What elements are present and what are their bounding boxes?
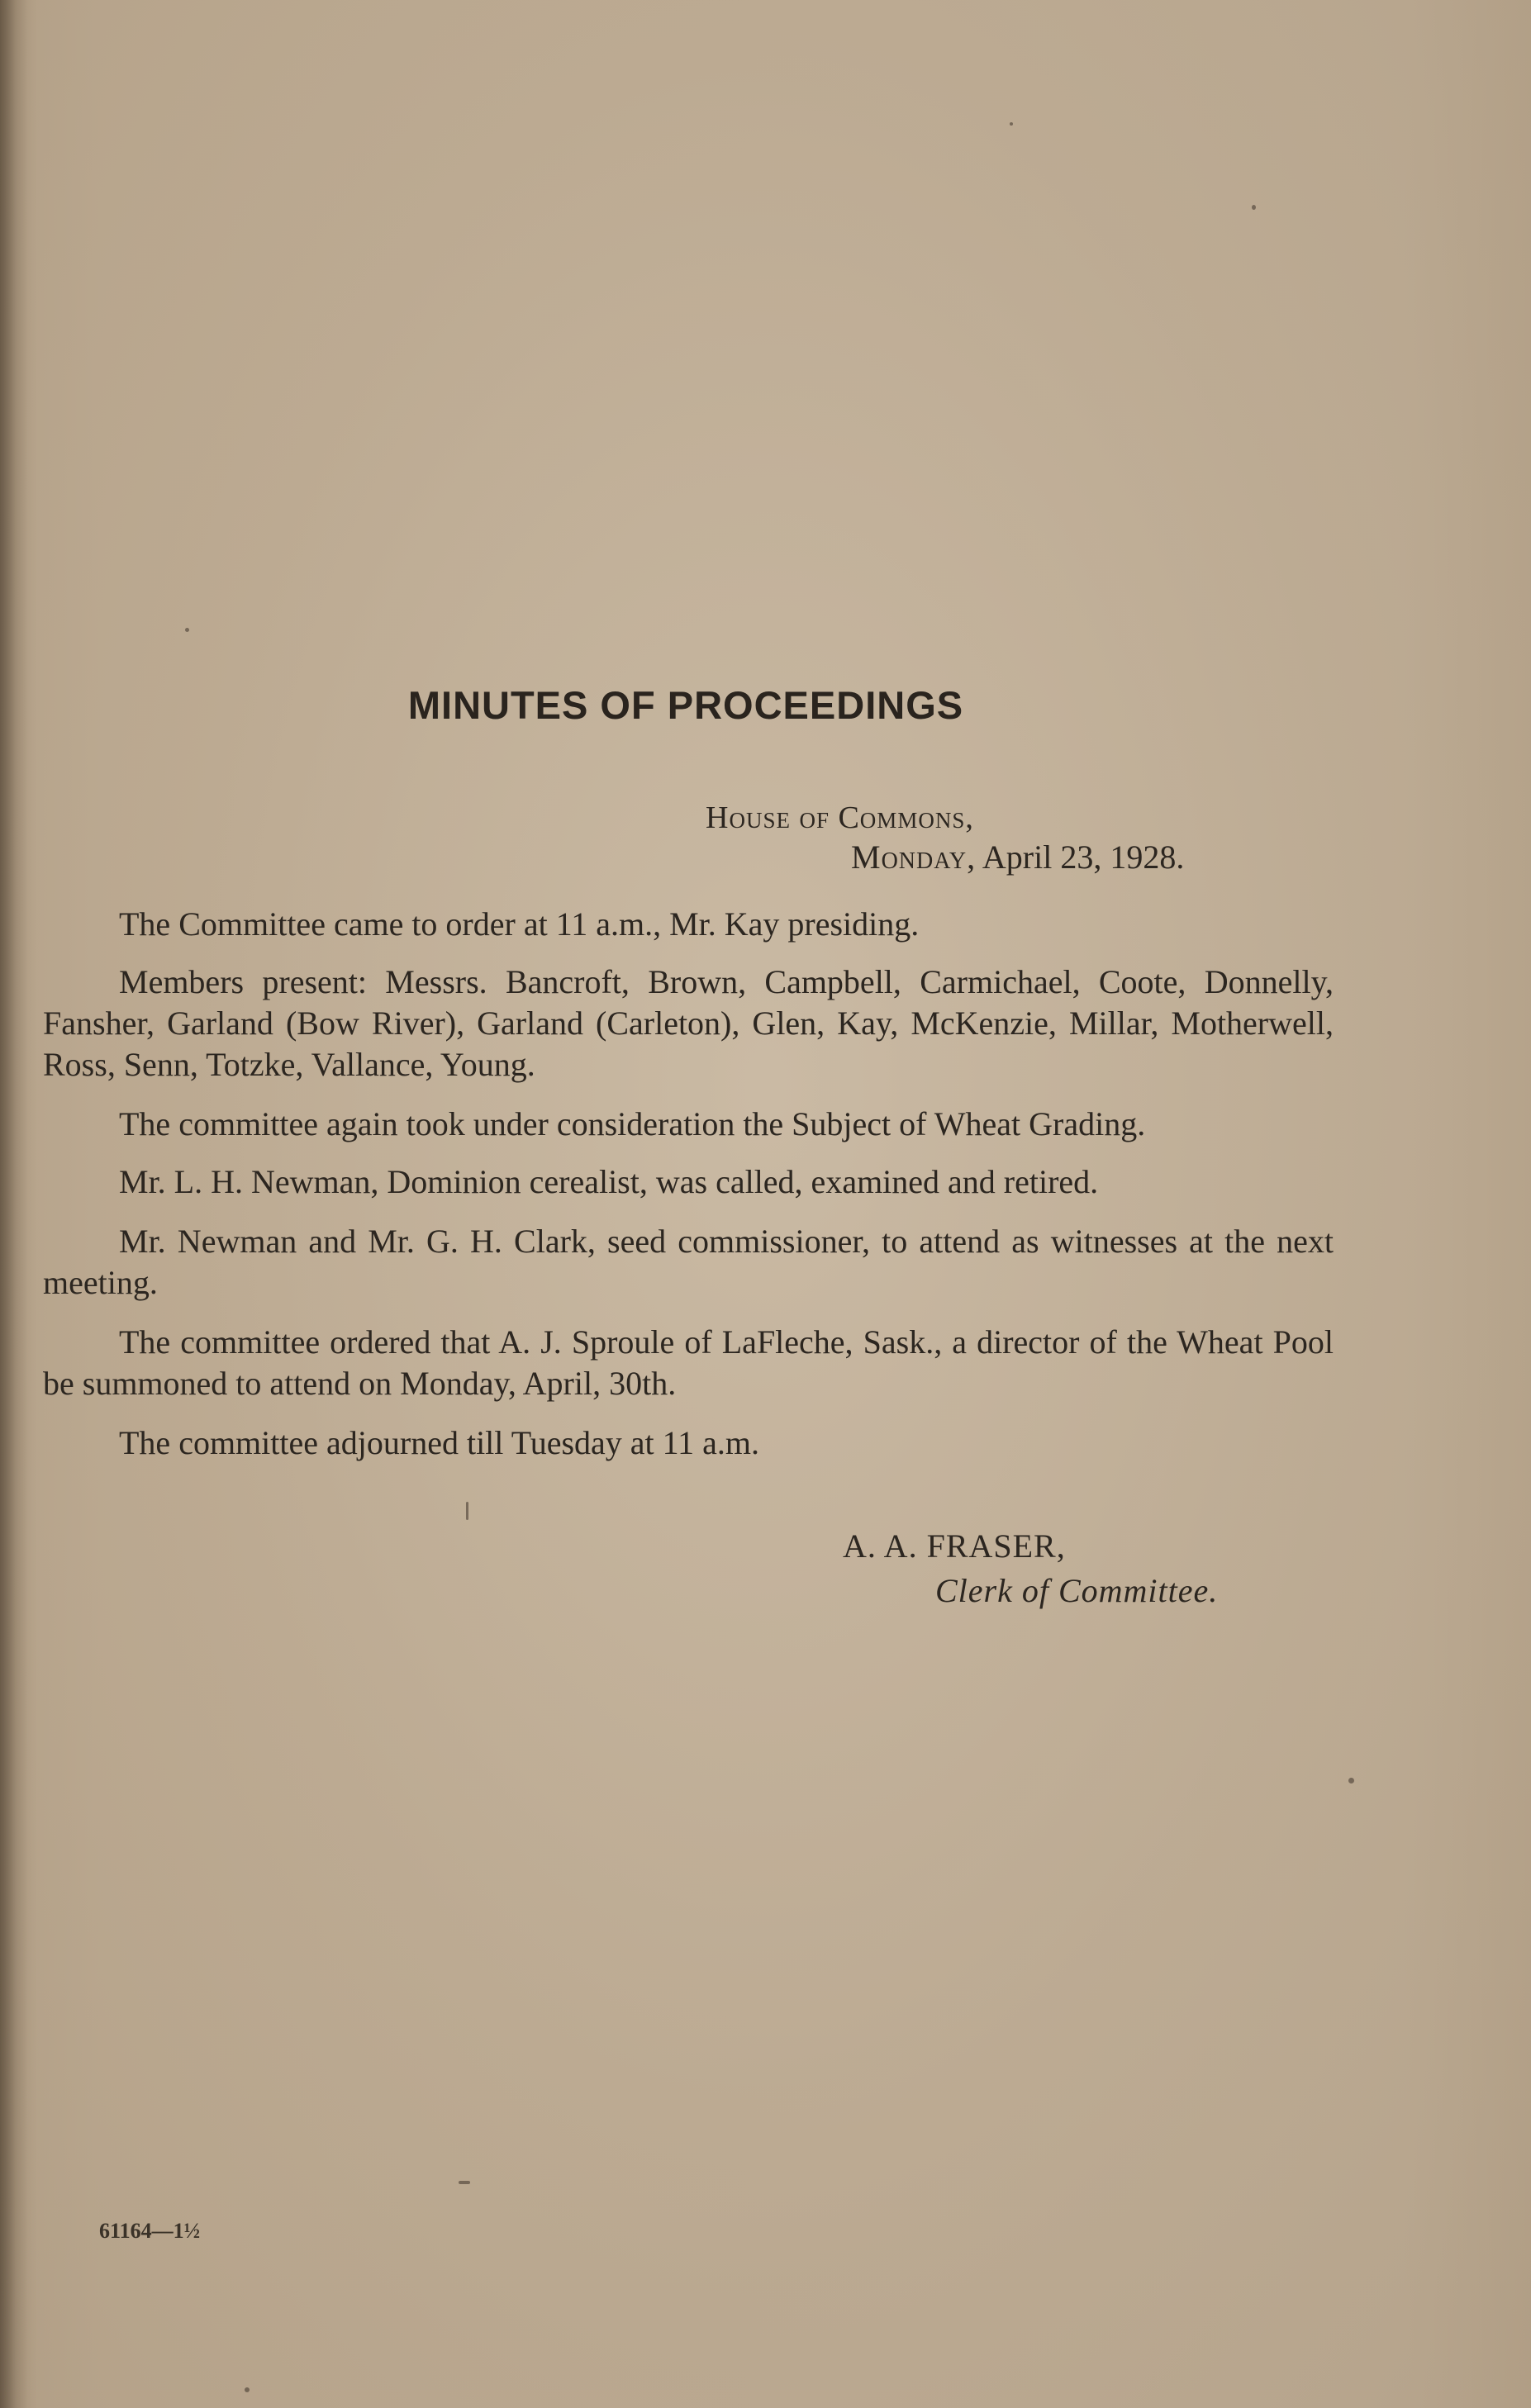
- paper-speck: [1252, 205, 1256, 210]
- paragraph-call-to-order: The Committee came to order at 11 a.m., Mr. Kay presiding.: [119, 905, 920, 943]
- paper-speck: [459, 2181, 470, 2184]
- meeting-date: [851, 838, 1184, 876]
- paper-speck: [185, 628, 189, 632]
- print-code-footnote: 61164—1½: [99, 2219, 201, 2243]
- paper-speck: [1348, 1778, 1354, 1783]
- paragraph-next-witnesses: Mr. Newman and Mr. G. H. Clark, seed commissioner, to attend as witnesses at the next meeting.: [43, 1223, 1334, 1301]
- paper-speck: [1010, 122, 1013, 126]
- paragraph-consideration: The committee again took under consideration the Subject of Wheat Grading.: [119, 1105, 1146, 1142]
- meeting-date-rest: April 23, 1928.: [976, 838, 1185, 876]
- page-binding-edge: [0, 0, 28, 2408]
- paragraph-summons: The committee ordered that A. J. Sproule of LaFleche, Sask., a director of the Wheat Pool be summoned to attend on Monday, April, 30th.: [43, 1323, 1334, 1402]
- minutes-body: [43, 904, 1334, 1464]
- paragraph-witness-newman: Mr. L. H. Newman, Dominion cerealist, was called, examined and retired.: [119, 1163, 1099, 1200]
- paper-speck: [466, 1502, 468, 1520]
- document-title: MINUTES OF PROCEEDINGS: [407, 683, 964, 727]
- meeting-place: House of Commons,: [706, 800, 974, 835]
- paragraph-adjournment: The committee adjourned till Tuesday at 11 a.m.: [119, 1424, 760, 1461]
- signature-title: Clerk of Committee.: [935, 1572, 1219, 1609]
- paper-speck: [245, 2387, 250, 2392]
- signature-name: A. A. FRASER,: [843, 1527, 1066, 1565]
- meeting-date-day: Monday,: [851, 838, 977, 876]
- paragraph-members-present: Members present: Messrs. Bancroft, Brown, Campbell, Carmichael, Coote, Donnelly, Fansher, Garland (Bow River), Garland (Carleton), Glen, Kay, McKenzie, Millar, Motherwell, Ross, Senn, Totzke, Vallance, Young.: [43, 963, 1334, 1083]
